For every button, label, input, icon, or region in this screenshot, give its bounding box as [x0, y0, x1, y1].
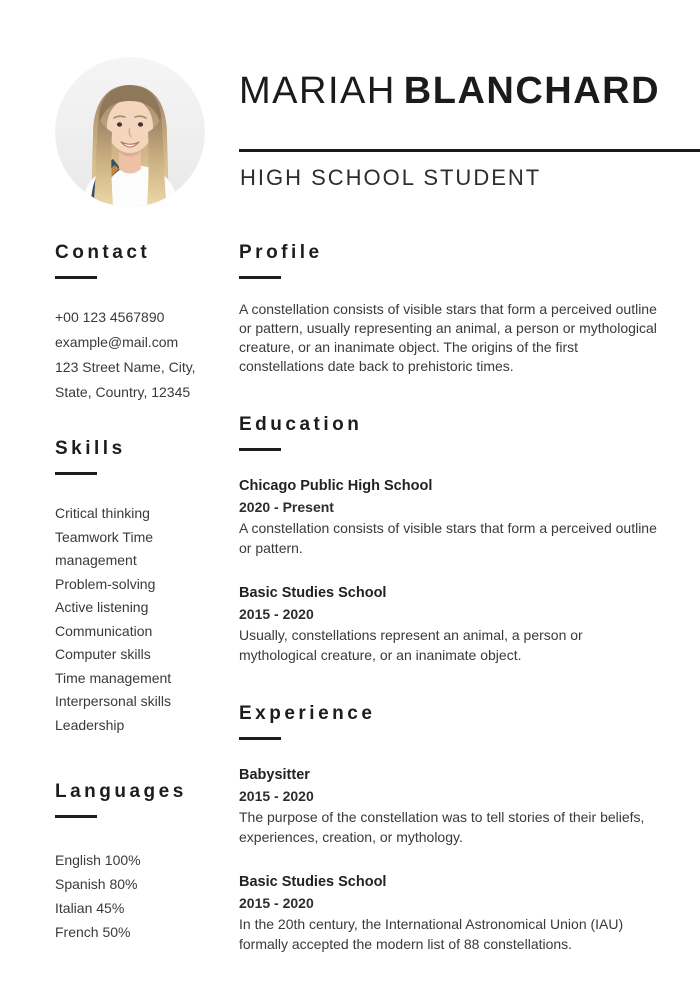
first-name: MARIAH: [239, 70, 396, 112]
section-contact: [55, 242, 207, 405]
education-underline: [239, 448, 281, 451]
language-item: Italian 45%: [55, 900, 125, 916]
language-item: French 50%: [55, 924, 131, 940]
education-entry: [239, 476, 663, 558]
skill-item: Teamwork Time management: [55, 528, 154, 568]
job-title: HIGH SCHOOL STUDENT: [240, 165, 542, 190]
experience-entry-dates: 2015 - 2020: [239, 895, 314, 911]
skill-item: Leadership: [55, 716, 125, 733]
skill-item: Interpersonal skills: [55, 693, 171, 709]
experience-entry: [239, 765, 663, 847]
experience-entry-description: The purpose of the constellation was to tell stories of their beliefs, experiences, creation, or mythology.: [239, 809, 645, 845]
education-entry-dates: 2020 - Present: [239, 499, 334, 515]
experience-entry-dates: 2015 - 2020: [239, 788, 314, 804]
education-entry-name: Basic Studies School: [239, 585, 387, 601]
skills-underline: [55, 472, 97, 475]
language-item: English 100%: [55, 852, 141, 868]
section-languages: [55, 781, 207, 944]
experience-entry-name: Babysitter: [239, 767, 310, 783]
section-education: [239, 414, 663, 665]
experience-entry-name: Basic Studies School: [239, 874, 387, 890]
skill-item: Problem-solving: [55, 575, 156, 592]
education-title: Education: [239, 414, 363, 435]
education-entry: [239, 583, 663, 665]
experience-underline: [239, 737, 281, 740]
section-skills: [55, 438, 207, 737]
experience-title: Experience: [239, 703, 376, 724]
section-profile: [239, 242, 663, 376]
education-entry-dates: 2015 - 2020: [239, 606, 314, 622]
language-item: Spanish 80%: [55, 876, 138, 892]
header-divider: [239, 149, 700, 152]
person-name: [239, 70, 660, 113]
profile-title: Profile: [239, 242, 323, 263]
education-entry-name: Chicago Public High School: [239, 478, 433, 494]
education-entry-description: Usually, constellations represent an animal, a person or mythological creature, or an inanimate object.: [239, 627, 583, 663]
languages-underline: [55, 815, 97, 818]
profile-underline: [239, 276, 281, 279]
portrait-photo: [55, 56, 205, 208]
section-experience: [239, 703, 663, 954]
skill-item: Active listening: [55, 599, 149, 615]
skill-item: Critical thinking: [55, 505, 150, 521]
experience-entry-description: In the 20th century, the International Astronomical Union (IAU) formally accepted the modern list of 88 constellations.: [239, 916, 624, 952]
last-name: BLANCHARD: [403, 70, 661, 112]
skill-item: Computer skills: [55, 646, 151, 662]
languages-title: Languages: [55, 781, 187, 802]
skills-title: Skills: [55, 438, 126, 459]
education-entry-description: A constellation consists of visible stars that form a perceived outline or pattern.: [239, 520, 657, 556]
skill-item: Communication: [55, 622, 153, 639]
contact-phone: +00 123 4567890: [55, 309, 165, 325]
contact-underline: [55, 276, 97, 279]
avatar-illustration: [55, 56, 205, 208]
skill-item: Time management: [55, 669, 172, 686]
contact-address-line: 123 Street Name, City,: [55, 359, 196, 375]
profile-text: A constellation consists of visible stars that form a perceived outline or pattern, usually representing an animal, a person or mythological creature, or an inanimate object. The origins of the first constellations date back to prehistoric times.: [239, 301, 657, 374]
contact-address-line: State, Country, 12345: [55, 384, 191, 400]
contact-title: Contact: [55, 242, 151, 263]
experience-entry: [239, 872, 663, 954]
contact-email: example@mail.com: [55, 334, 179, 350]
